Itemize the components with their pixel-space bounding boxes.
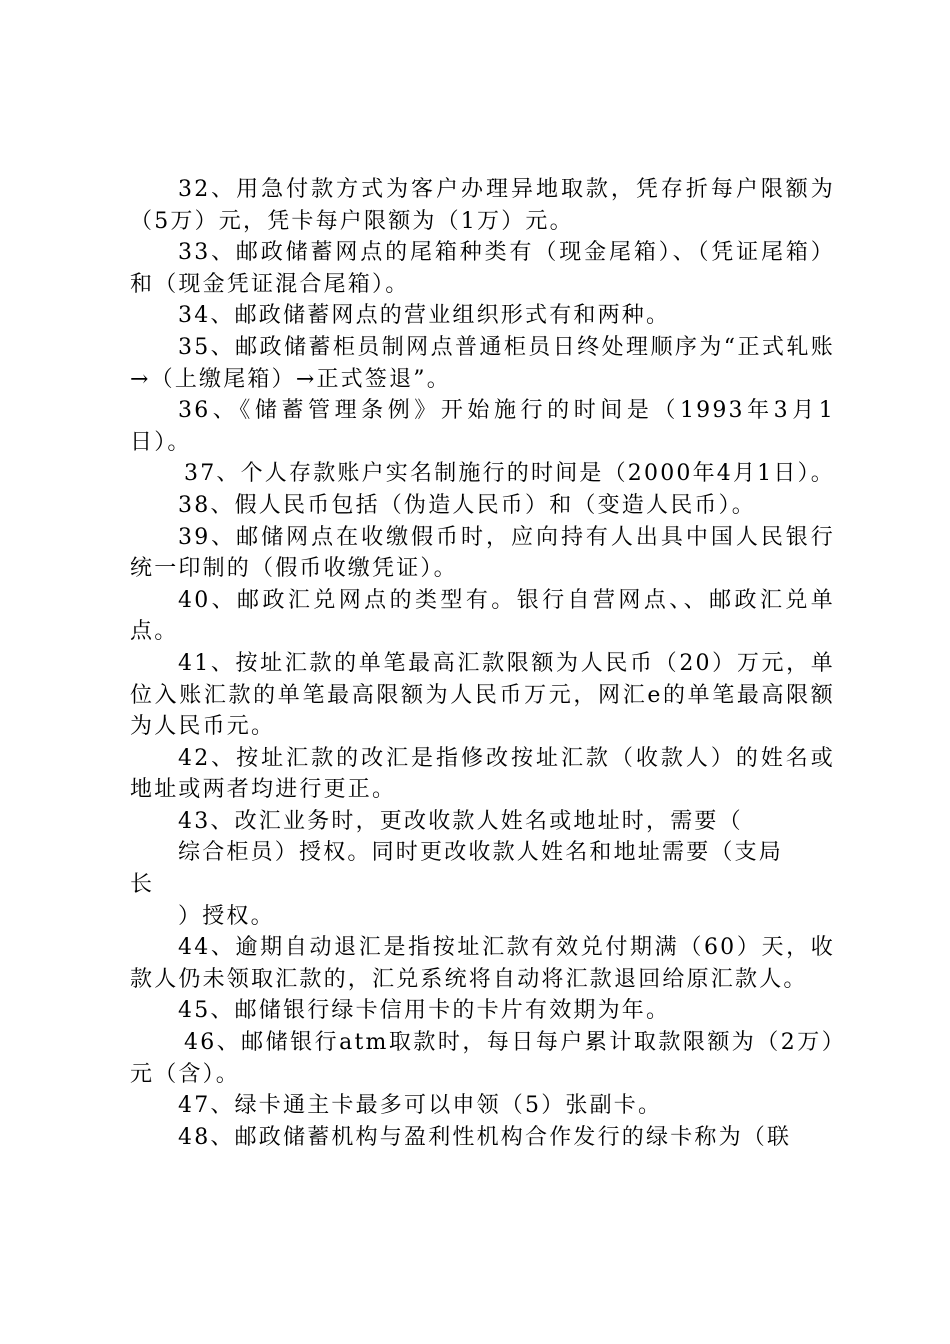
paragraph-42: 42、按址汇款的改汇是指修改按址汇款（收款人）的姓名或地址或两者均进行更正。: [130, 745, 835, 803]
paragraph-48: 48、邮政储蓄机构与盈利性机构合作发行的绿卡称为（联: [178, 1124, 792, 1150]
paragraph-44: 44、逾期自动退汇是指按址汇款有效兑付期满（60）天，收款人仍未领取汇款的，汇兑系统将自动将汇款退回给原汇款人。: [130, 935, 835, 992]
paragraph-32: 32、用急付款方式为客户办理异地取款，凭存折每户限额为（5万）元，凭卡每户限额为（1万）元。: [130, 177, 835, 234]
paragraph-43-line-1: 43、改汇业务时，更改收款人姓名或地址时，需要（: [178, 808, 743, 834]
paragraph-33: 33、邮政储蓄网点的尾箱种类有（现金尾箱）、（凭证尾箱）和（现金凭证混合尾箱）。: [130, 240, 835, 297]
paragraph-43: [130, 806, 835, 932]
paragraph-36: 36、《储蓄管理条例》开始施行的时间是（1993年3月1日）。: [130, 398, 835, 455]
paragraph-45: 45、邮储银行绿卡信用卡的卡片有效期为年。: [178, 998, 671, 1024]
paragraph-40: 40、邮政汇兑网点的类型有。银行自营网点、、邮政汇兑单点。: [130, 587, 835, 645]
paragraph-43-line-4: ）授权。: [178, 903, 275, 929]
paragraph-43-line-2: 综合柜员）授权。同时更改收款人姓名和地址需要（支局: [178, 840, 784, 866]
paragraph-47: 47、绿卡通主卡最多可以申领（5）张副卡。: [178, 1093, 663, 1119]
paragraph-46: 46、邮储银行atm取款时，每日每户累计取款限额为（2万）元（含）。: [130, 1030, 835, 1087]
paragraph-43-line-3: 长: [130, 872, 155, 898]
paragraph-34: 34、邮政储蓄网点的营业组织形式有和两种。: [178, 303, 671, 329]
paragraph-37: 37、个人存款账户实名制施行的时间是（2000年4月1日）。: [184, 461, 835, 487]
paragraph-39: 39、邮储网点在收缴假币时，应向持有人出具中国人民银行统一印制的（假币收缴凭证）。: [130, 524, 835, 582]
paragraph-41: 41、按址汇款的单笔最高汇款限额为人民币（20）万元，单位入账汇款的单笔最高限额为人民币万元，网汇e的单笔最高限额为人民币元。: [130, 650, 835, 740]
paragraph-38: 38、假人民币包括（伪造人民币）和（变造人民币）。: [178, 492, 756, 518]
paragraph-35: 35、邮政储蓄柜员制网点普通柜员日终处理顺序为“正式轧账→（上缴尾箱）→正式签退”。: [130, 334, 835, 392]
document-body: [130, 174, 835, 1153]
